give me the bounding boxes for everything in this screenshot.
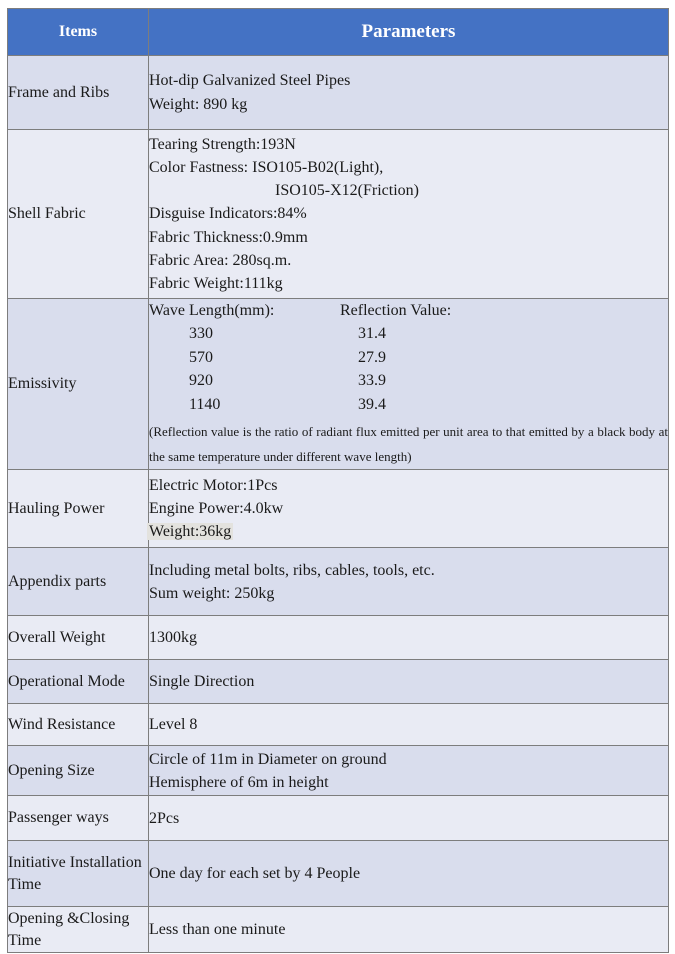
item-cell: Hauling Power [8, 470, 149, 548]
wave-value: 920 [189, 372, 213, 390]
param-cell [149, 299, 669, 470]
param-line: Including metal bolts, ribs, cables, tools, etc. [149, 561, 435, 579]
item-cell: Wind Resistance [8, 704, 149, 746]
param-line: ISO105-X12(Friction) [275, 182, 419, 200]
highlighted-text: Weight:36kg [149, 523, 232, 541]
reflection-value: 33.9 [358, 372, 386, 390]
param-cell [149, 470, 669, 548]
param-line: Disguise Indicators:84% [149, 205, 307, 223]
param-line [149, 520, 668, 543]
wave-value: 1140 [189, 395, 221, 413]
param-line: Hot-dip Galvanized Steel Pipes [149, 72, 351, 90]
emissivity-note: (Reflection value is the ratio of radiant flux emitted per unit area to that emitted by a black body at the same temperature under different wave length) [149, 424, 668, 465]
item-cell: Shell Fabric [8, 130, 149, 299]
param-line: Electric Motor:1Pcs [149, 476, 278, 494]
reflection-value: 27.9 [358, 348, 386, 366]
param-line: Circle of 11m in Diameter on ground [149, 750, 387, 768]
parameters-header: Parameters [149, 9, 669, 56]
param-line: Hemisphere of 6m in height [149, 773, 329, 791]
table-row [8, 56, 669, 130]
item-cell: Initiative Installation Time [8, 841, 149, 907]
param-cell [149, 56, 669, 130]
param-line: Weight: 890 kg [149, 95, 248, 113]
param-line: Sum weight: 250kg [149, 584, 275, 602]
param-cell: 1300kg [149, 616, 669, 660]
param-line: Fabric Thickness:0.9mm [149, 228, 308, 246]
item-cell: Passenger ways [8, 796, 149, 841]
items-header: Items [8, 9, 149, 56]
spec-table [7, 8, 669, 953]
item-cell: Emissivity [8, 299, 149, 470]
table-row [8, 660, 669, 704]
table-row [8, 470, 669, 548]
item-cell: Frame and Ribs [8, 56, 149, 130]
param-cell: Level 8 [149, 704, 669, 746]
reflection-value: 31.4 [358, 325, 386, 343]
param-line: Engine Power:4.0kw [149, 500, 284, 518]
reflection-value-header: Reflection Value: [340, 302, 452, 319]
wave-length-header: Wave Length(mm): [149, 302, 275, 319]
table-row [8, 616, 669, 660]
emissivity-header [149, 299, 668, 322]
param-cell: Less than one minute [149, 907, 669, 953]
table-row [8, 907, 669, 953]
param-cell: Single Direction [149, 660, 669, 704]
param-line: Tearing Strength:193N [149, 135, 296, 153]
table-row [8, 704, 669, 746]
table-row [8, 299, 669, 470]
item-cell: Opening Size [8, 746, 149, 796]
param-cell [149, 746, 669, 796]
item-cell: Overall Weight [8, 616, 149, 660]
emissivity-row [149, 369, 668, 393]
item-cell: Opening &Closing Time [8, 907, 149, 953]
emissivity-row [149, 393, 668, 417]
param-line: Color Fastness: ISO105-B02(Light), [149, 158, 384, 176]
wave-value: 570 [189, 348, 213, 366]
param-cell: One day for each set by 4 People [149, 841, 669, 907]
param-line: Fabric Weight:111kg [149, 275, 283, 292]
table-row [8, 796, 669, 841]
param-line: Fabric Area: 280sq.m. [149, 251, 292, 269]
item-cell: Appendix parts [8, 548, 149, 616]
param-cell: 2Pcs [149, 796, 669, 841]
param-cell [149, 548, 669, 616]
table-row [8, 130, 669, 299]
item-cell: Operational Mode [8, 660, 149, 704]
header-row [8, 9, 669, 56]
wave-value: 330 [189, 325, 213, 343]
emissivity-row [149, 346, 668, 370]
emissivity-row [149, 322, 668, 346]
table-row [8, 746, 669, 796]
table-row [8, 841, 669, 907]
table-row [8, 548, 669, 616]
reflection-value: 39.4 [358, 395, 386, 413]
param-cell [149, 130, 669, 299]
